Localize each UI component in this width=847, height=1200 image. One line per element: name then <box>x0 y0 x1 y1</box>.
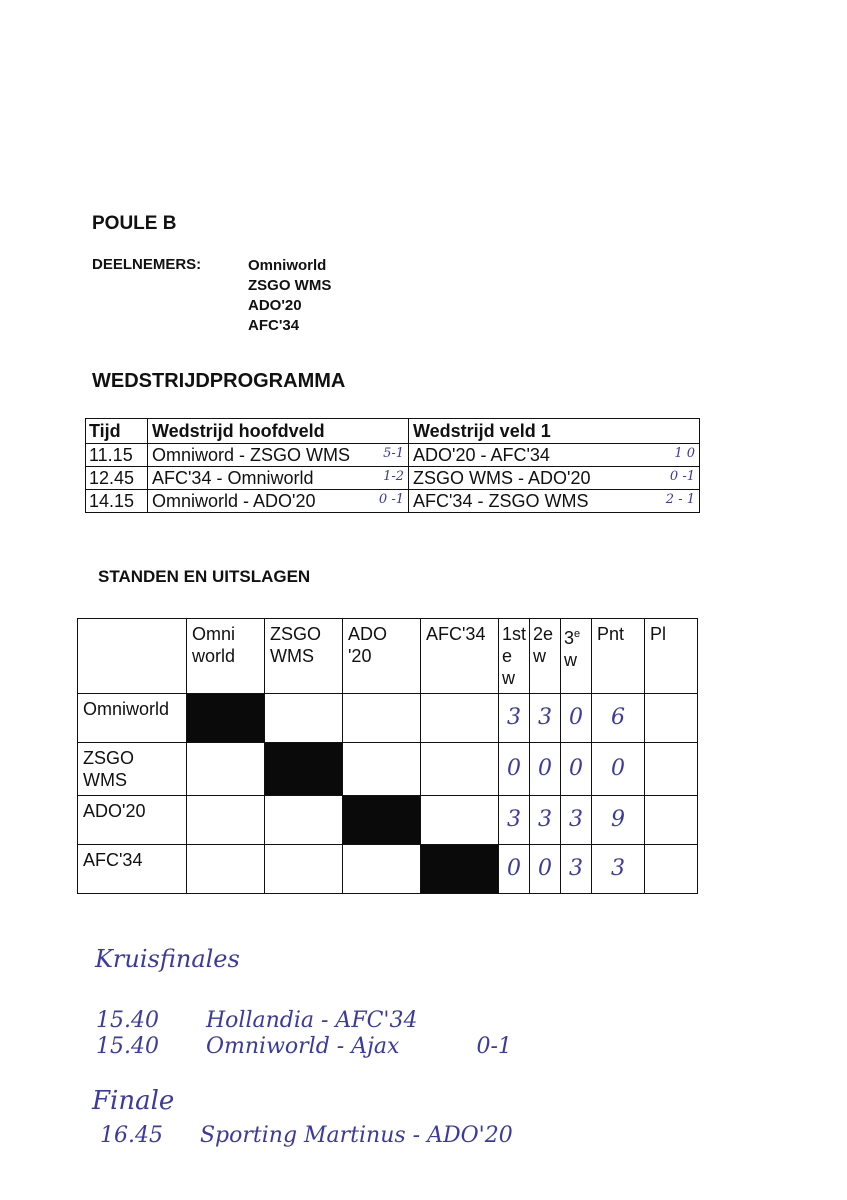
note-time: 16.45 <box>100 1123 163 1148</box>
tijd-cell: 12.45 <box>86 467 148 490</box>
col-2e: 2e w <box>530 619 561 694</box>
standings-row <box>78 743 698 796</box>
match-text: ADO'20 - AFC'34 <box>413 444 550 465</box>
col-afc: AFC'34 <box>421 619 499 694</box>
match-text: ZSGO WMS - ADO'20 <box>413 467 591 488</box>
match-text: Omniworld - ADO'20 <box>152 490 316 511</box>
w3-cell: 0 <box>561 694 592 743</box>
w3-cell: 3 <box>561 845 592 894</box>
participant: ADO'20 <box>248 297 302 314</box>
note-score: 0-1 <box>476 1034 512 1059</box>
w2-cell: 0 <box>530 845 561 894</box>
deelnemers-label: DEELNEMERS: <box>92 256 202 273</box>
pl-cell <box>645 694 698 743</box>
col-zsgo: ZSGO WMS <box>265 619 343 694</box>
col-omniworld: Omni world <box>187 619 265 694</box>
pnt-cell: 3 <box>592 845 645 894</box>
standings-header-row <box>78 619 698 694</box>
w1-cell: 3 <box>499 694 530 743</box>
pnt-cell: 6 <box>592 694 645 743</box>
w2-cell: 3 <box>530 694 561 743</box>
note-time: 15.40 <box>96 1034 159 1059</box>
result-cell <box>187 845 265 894</box>
w3-cell: 0 <box>561 743 592 796</box>
program-header-row <box>86 419 700 444</box>
standings-table <box>77 618 698 894</box>
program-table <box>85 418 700 513</box>
pl-cell <box>645 845 698 894</box>
handwritten-score: 0 -1 <box>378 492 404 507</box>
col-pl: Pl <box>645 619 698 694</box>
result-cell <box>265 845 343 894</box>
standings-row <box>78 694 698 743</box>
handwritten-score: 0 -1 <box>669 469 695 484</box>
result-cell <box>187 796 265 845</box>
tijd-cell: 11.15 <box>86 444 148 467</box>
col-1st: 1st e w <box>499 619 530 694</box>
note-match <box>100 1123 513 1148</box>
col-3e: 3e w <box>561 619 592 694</box>
result-cell <box>421 694 499 743</box>
w2-cell: 3 <box>530 796 561 845</box>
standings-row <box>78 845 698 894</box>
program-row <box>86 490 700 513</box>
tijd-cell: 14.15 <box>86 490 148 513</box>
result-cell <box>343 845 421 894</box>
note-match-text: Sporting Martinus - ADO'20 <box>199 1123 513 1148</box>
result-cell <box>187 743 265 796</box>
result-cell <box>343 694 421 743</box>
corner-cell <box>78 619 187 694</box>
standings-title: STANDEN EN UITSLAGEN <box>98 567 311 586</box>
handwritten-score: 1 0 <box>674 446 695 461</box>
w1-cell: 0 <box>499 845 530 894</box>
participant: Omniworld <box>248 257 327 274</box>
col-ado: ADO '20 <box>343 619 421 694</box>
w2-cell: 0 <box>530 743 561 796</box>
program-title: WEDSTRIJDPROGRAMMA <box>92 370 346 392</box>
self-cell <box>265 743 343 796</box>
veld1-cell <box>409 490 700 513</box>
result-cell <box>343 743 421 796</box>
col-hoofdveld: Wedstrijd hoofdveld <box>148 419 409 444</box>
team-cell: AFC'34 <box>78 845 187 894</box>
pl-cell <box>645 743 698 796</box>
team-cell: Omniworld <box>78 694 187 743</box>
pnt-cell: 0 <box>592 743 645 796</box>
note-match-text: Omniworld - Ajax <box>205 1034 400 1059</box>
hoofd-cell <box>148 490 409 513</box>
veld1-cell <box>409 444 700 467</box>
hoofd-cell <box>148 467 409 490</box>
note-finale: Finale <box>92 1086 175 1116</box>
note-match <box>96 1008 417 1033</box>
w1-cell: 0 <box>499 743 530 796</box>
col-veld1: Wedstrijd veld 1 <box>409 419 700 444</box>
deelnemers-list <box>248 256 331 336</box>
pnt-cell: 9 <box>592 796 645 845</box>
result-cell <box>421 796 499 845</box>
note-match-text: Hollandia - AFC'34 <box>205 1008 418 1033</box>
match-text: AFC'34 - ZSGO WMS <box>413 490 589 511</box>
self-cell <box>343 796 421 845</box>
match-text: Omniword - ZSGO WMS <box>152 444 351 465</box>
col-tijd: Tijd <box>86 419 148 444</box>
note-kruisfinales: Kruisfinales <box>95 945 240 973</box>
pl-cell <box>645 796 698 845</box>
w3-cell: 3 <box>561 796 592 845</box>
result-cell <box>421 743 499 796</box>
note-time: 15.40 <box>96 1008 159 1033</box>
self-cell <box>421 845 499 894</box>
match-text: AFC'34 - Omniworld <box>152 467 314 488</box>
result-cell <box>265 694 343 743</box>
col-pnt: Pnt <box>592 619 645 694</box>
result-cell <box>265 796 343 845</box>
standings-row <box>78 796 698 845</box>
poule-title: POULE B <box>92 213 177 234</box>
veld1-cell <box>409 467 700 490</box>
handwritten-score: 5-1 <box>383 446 404 461</box>
note-match <box>96 1034 512 1059</box>
team-cell: ADO'20 <box>78 796 187 845</box>
team-cell: ZSGO WMS <box>78 743 187 796</box>
program-row <box>86 444 700 467</box>
handwritten-score: 1-2 <box>383 469 404 484</box>
handwritten-score: 2 - 1 <box>665 492 695 507</box>
w1-cell: 3 <box>499 796 530 845</box>
self-cell <box>187 694 265 743</box>
participant: ZSGO WMS <box>248 277 332 294</box>
program-row <box>86 467 700 490</box>
participant: AFC'34 <box>248 317 300 334</box>
hoofd-cell <box>148 444 409 467</box>
